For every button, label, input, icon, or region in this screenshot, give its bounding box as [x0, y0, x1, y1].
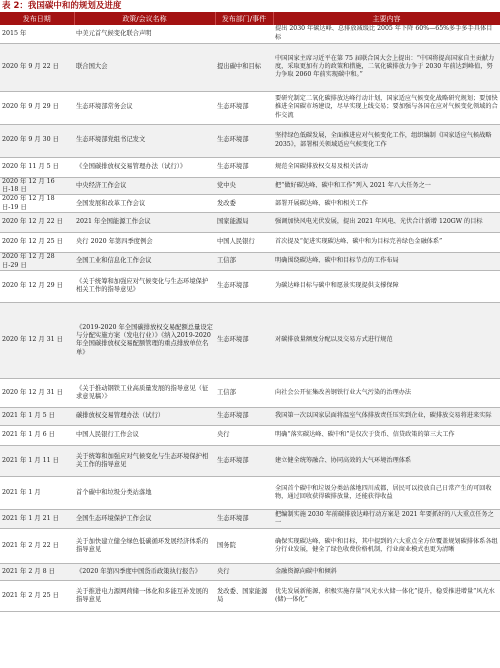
table-title: 表 2：我国碳中和的规划及进度	[2, 1, 122, 11]
row-department: 生态环境部	[215, 509, 273, 528]
table-row	[0, 528, 500, 563]
row-policy-name: 生态环境部常务会议	[74, 91, 215, 124]
table-header-row	[0, 12, 500, 25]
row-date: 2021 年 2 月 8 日	[0, 563, 74, 580]
table-row	[0, 302, 500, 378]
table-row	[0, 476, 500, 509]
row-policy-name: 关于推进电力源网荷储一体化和多能互补发展的指导意见	[74, 580, 215, 611]
table-row	[0, 580, 500, 611]
table-row	[0, 509, 500, 528]
row-department: 生态环境部	[215, 157, 273, 177]
row-content: 确保实现碳达峰、碳中和目标，其中提到的六大重点全方位覆盖规划碳排体系各组分行业发展，健全了绿色收费价格机制，行业商业模式也更为清晰	[273, 528, 500, 563]
row-content: 金融资源向碳中和倾斜	[273, 563, 500, 580]
row-date: 2020 年 12 月 29 日	[0, 270, 74, 302]
row-content: 明确围绕碳达峰、碳中和目标节点的工作布局	[273, 253, 500, 271]
row-content: 向社会公开征集改善钢铁行业大气污染的治理办法	[273, 378, 500, 407]
row-department: 中国人民银行	[215, 233, 273, 253]
row-policy-name: 2021 年全国能源工作会议	[74, 213, 215, 233]
column-header-content: 主要内容	[273, 12, 500, 25]
row-policy-name: 央行 2020 年第四季度例会	[74, 233, 215, 253]
table-row	[0, 213, 500, 233]
row-content: 明确“落实碳达峰、碳中和”是仅次于货币、信贷政策的第三大工作	[273, 425, 500, 445]
table-row	[0, 91, 500, 124]
table-row	[0, 563, 500, 580]
row-department: 生态环境部	[215, 302, 273, 378]
column-header-date: 发布日期	[0, 12, 74, 25]
row-department: 生态环境部	[215, 270, 273, 302]
row-policy-name: 生态环境部党组书记发文	[74, 124, 215, 157]
row-policy-name: 全国生态环境保护工作会议	[74, 509, 215, 528]
row-date: 2020 年 9 月 22 日	[0, 43, 74, 91]
row-department: 发改委、国家能源局	[215, 580, 273, 611]
table-row	[0, 425, 500, 445]
row-date: 2020 年 11 月 5 日	[0, 157, 74, 177]
column-header-policy: 政策/会议名称	[74, 12, 215, 25]
row-policy-name: 首个碳中和垃圾分类站落地	[74, 476, 215, 509]
row-date: 2021 年 1 月	[0, 476, 74, 509]
row-content: 我国第一次以国家层面将温室气体排放责任压实到企业，碳排放交易将进来实际	[273, 407, 500, 425]
table-row	[0, 124, 500, 157]
row-department: 央行	[215, 425, 273, 445]
row-date: 2020 年 12 月 22 日	[0, 213, 74, 233]
row-date: 2021 年 1 月 5 日	[0, 407, 74, 425]
row-department: 央行	[215, 563, 273, 580]
policy-progress-table	[0, 12, 500, 612]
row-date: 2021 年 2 月 22 日	[0, 528, 74, 563]
row-department: 国务院	[215, 528, 273, 563]
row-policy-name: 关于加快建立健全绿色低碳循环发展经济体系的指导意见	[74, 528, 215, 563]
row-content: 优先发展新能源，积极实施存量“风光水火储一体化”提升，稳妥推进增量“风光水(储)一体化”	[273, 580, 500, 611]
row-policy-name: 碳排放权交易管理办法（试行）	[74, 407, 215, 425]
row-date: 2020 年 12 月 25 日	[0, 233, 74, 253]
column-header-department: 发布部门/事件	[215, 12, 273, 25]
row-policy-name: 《关于推动钢铁工业高质量发展的指导意见（征求意见稿）》	[74, 378, 215, 407]
row-policy-name: 中美元首气候变化联合声明	[74, 25, 215, 43]
table-row	[0, 177, 500, 195]
row-content: 建立健全统筹融合、协同高效的大气环境治理体系	[273, 445, 500, 476]
row-policy-name: 全国发展和改革工作会议	[74, 195, 215, 213]
row-policy-name: 《2019-2020 年全国碳排放权交易配额总量设定与分配实施方案（发电行业）》《纳入2019-2020 年全国碳排放权交易配额管理的重点排放单位名单》	[74, 302, 215, 378]
table-row	[0, 253, 500, 271]
row-content: 部署开展碳达峰、碳中和相关工作	[273, 195, 500, 213]
row-date: 2020 年 12 月 28 日-29 日	[0, 253, 74, 271]
table-row	[0, 157, 500, 177]
row-policy-name: 联合国大会	[74, 43, 215, 91]
row-department: 生态环境部	[215, 91, 273, 124]
row-policy-name: 全国工业和信息化工作会议	[74, 253, 215, 271]
row-policy-name: 中国人民银行工作会议	[74, 425, 215, 445]
row-content: 全国首个碳中和垃圾分类站落地四川成都，居民可以投放自己日常产生的可回收物，通过回收获得碳排放量，还能获得收益	[273, 476, 500, 509]
row-department: 党中央	[215, 177, 273, 195]
table-row	[0, 233, 500, 253]
table-row	[0, 378, 500, 407]
table-row	[0, 195, 500, 213]
row-policy-name: 《关于统筹和加强应对气候变化与生态环境保护相关工作的指导意见》	[74, 270, 215, 302]
row-department	[215, 476, 273, 509]
row-date: 2020 年 12 月 31 日	[0, 378, 74, 407]
row-department: 发改委	[215, 195, 273, 213]
row-department: 生态环境部	[215, 124, 273, 157]
row-content: 中国国家主席习近平在第 75 届联合国大会上提出：“中国将提高国家自主贡献力度，采取更加有力的政策和措施，二氧化碳排放力争于 2030 年前达到峰值，努力争取 2060 年前实现碳中和。”	[273, 43, 500, 91]
row-content: 坚持绿色低碳发展，全面推进应对气候变化工作，组织编制《国家适应气候战略 2035》，部署相关领域适应气候变化工作	[273, 124, 500, 157]
row-policy-name: 《2020 年第四季度中国货币政策执行报告》	[74, 563, 215, 580]
row-date: 2020 年 12 月 16 日-18 日	[0, 177, 74, 195]
row-content: 首次提及“促进实现碳达峰、碳中和为目标完善绿色金融体系”	[273, 233, 500, 253]
row-department: 生态环境部	[215, 445, 273, 476]
row-department: 工信部	[215, 253, 273, 271]
row-date: 2021 年 2 月 25 日	[0, 580, 74, 611]
row-policy-name: 关于统筹和加强应对气候变化与生态环境保护相关工作的指导意见	[74, 445, 215, 476]
row-date: 2020 年 12 月 18 日-19 日	[0, 195, 74, 213]
table-row	[0, 445, 500, 476]
row-content: 把“做好碳达峰、碳中和工作”列入 2021 年八大任务之一	[273, 177, 500, 195]
row-department	[215, 25, 273, 43]
row-date: 2021 年 1 月 6 日	[0, 425, 74, 445]
row-department: 国家能源局	[215, 213, 273, 233]
table-row	[0, 270, 500, 302]
row-content: 把编制实施 2030 年前碳排放达峰行动方案是 2021 年要抓好的八大重点任务之一	[273, 509, 500, 528]
row-content: 要研究制定二氧化碳排放达峰行动计划，国家适应气候变化战略研究规划；要加快推进全国碳市场建设，尽早实现上线交易；要加强与各国在应对气候变化领域的合作交流	[273, 91, 500, 124]
table-row	[0, 25, 500, 43]
row-policy-name: 《全国碳排放权交易管理办法（试行）》	[74, 157, 215, 177]
row-content: 强调加快风电光伏发展，提出 2021 年风电、光伏合计新增 120GW 的目标	[273, 213, 500, 233]
table-row	[0, 43, 500, 91]
row-department: 生态环境部	[215, 407, 273, 425]
row-date: 2021 年 1 月 21 日	[0, 509, 74, 528]
row-date: 2020 年 9 月 30 日	[0, 124, 74, 157]
row-content: 为碳达峰目标与碳中和愿景实现提供支撑保障	[273, 270, 500, 302]
row-date: 2015 年	[0, 25, 74, 43]
row-date: 2020 年 9 月 29 日	[0, 91, 74, 124]
row-date: 2021 年 1 月 11 日	[0, 445, 74, 476]
row-department: 提出碳中和目标	[215, 43, 273, 91]
table-row	[0, 407, 500, 425]
row-department: 工信部	[215, 378, 273, 407]
row-content: 提出 2030 年碳达峰、总排放减缓比 2005 年下降 60%—65%多手多手具体目标	[273, 25, 500, 43]
row-content: 对碳排放量额度分配以及交易方式进行规范	[273, 302, 500, 378]
row-content: 规范全国碳排放权交易及相关活动	[273, 157, 500, 177]
row-policy-name: 中央经济工作会议	[74, 177, 215, 195]
row-date: 2020 年 12 月 31 日	[0, 302, 74, 378]
